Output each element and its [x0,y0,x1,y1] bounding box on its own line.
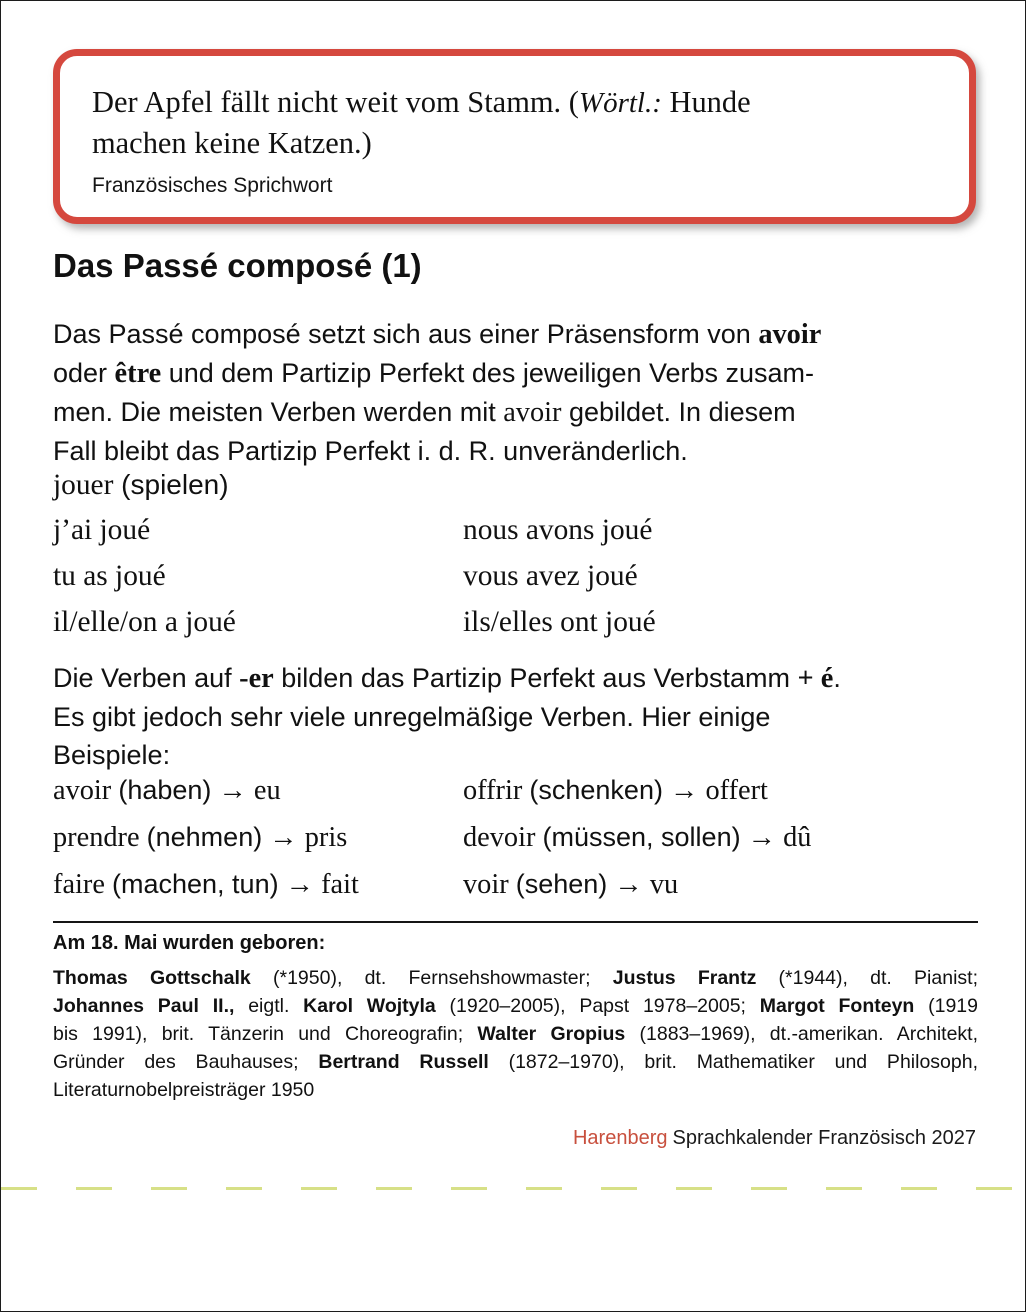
text-line: avoir (haben) → eu [53,775,281,806]
text-line: offrir (schenken) → offert [463,775,768,806]
conjugation-column-right [463,507,976,645]
text-line: j’ai joué [53,514,151,546]
conjugation-column-left [53,507,463,645]
text-line: faire (machen, tun) → fait [53,869,359,900]
text-line: tu as joué [53,560,166,592]
proverb-quote-box [53,49,976,224]
page-title: Das Passé composé (1) [53,247,422,284]
text-line: Es gibt jedoch sehr viele unregelmäßige Verben. Hier einige [53,702,771,732]
intro-paragraph [53,315,821,470]
text-line: Literaturnobelpreisträger 1950 [53,1079,315,1101]
text-line: oder être und dem Partizip Perfekt des jeweiligen Verbs zusam- [53,358,815,389]
text-line: devoir (müssen, sollen) → dû [463,822,812,853]
text-line: Der Apfel fällt nicht weit vom Stamm. (Wörtl.: Hunde [92,85,751,119]
proverb-attribution: Französisches Sprichwort [92,174,333,197]
text-line: bis 1991), brit. Tänzerin und Choreografin; Walter Gropius (1883–1969), dt.-amerikan. Architekt, [53,1023,978,1045]
examples-column-right [463,767,976,908]
text-line: Thomas Gottschalk (*1950), dt. Fernsehshowmaster; Justus Frantz (*1944), dt. Pianist; [53,967,978,989]
text-line: vous avez joué [463,560,638,592]
rule-paragraph [53,659,841,774]
text-line: prendre (nehmen) → pris [53,822,348,853]
text-line: Gründer des Bauhauses; Bertrand Russell (1872–1970), brit. Mathematiker und Philosoph, [53,1051,978,1073]
text-line: Fall bleibt das Partizip Perfekt i. d. R. unveränderlich. [53,436,688,466]
proverb-text [92,82,941,164]
text-line: Die Verben auf -er bilden das Partizip Perfekt aus Verbstamm + é. [53,663,841,694]
text-line: voir (sehen) → vu [463,869,679,900]
examples-table [53,767,976,908]
text-line: ils/elles ont joué [463,606,656,638]
text-line: Beispiele: [53,740,171,770]
section-divider [53,921,978,923]
perforation-line [1,1187,1026,1190]
conjugation-verb [53,465,229,505]
footer [573,1127,976,1150]
text-line: Das Passé composé setzt sich aus einer Präsensform von avoir [53,319,822,350]
text-line: Johannes Paul II., eigtl. Karol Wojtyla (1920–2005), Papst 1978–2005; Margot Fonteyn (1919 [53,995,978,1017]
conjugation-table [53,507,976,645]
footer-text: Sprachkalender Französisch 2027 [672,1127,976,1149]
text-line: nous avons joué [463,514,653,546]
text-line: men. Die meisten Verben werden mit avoir gebildet. In diesem [53,397,796,428]
text-line: machen keine Katzen.) [92,126,372,160]
examples-column-left [53,767,463,908]
brand-name: Harenberg [572,1127,668,1149]
birthdays-heading: Am 18. Mai wurden geboren: [53,932,326,954]
text-line: jouer (spielen) [53,469,229,501]
text-line: il/elle/on a joué [53,606,236,638]
birthdays-paragraph [53,964,978,1104]
